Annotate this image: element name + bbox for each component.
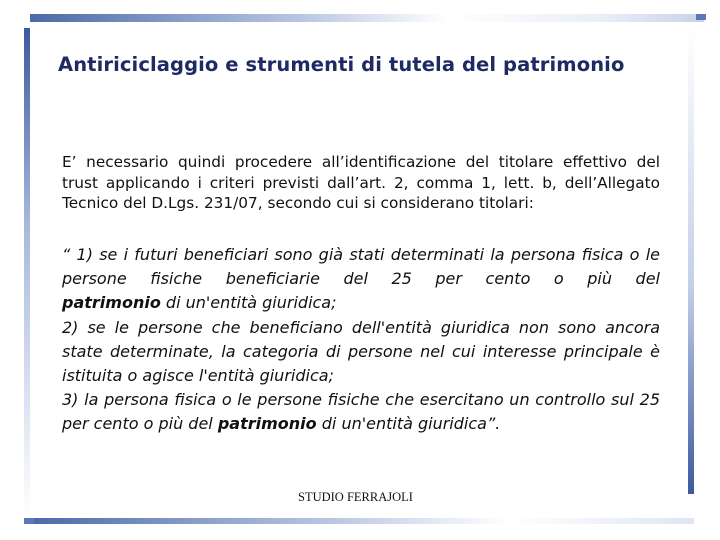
intro-text: E’ necessario quindi procedere all’identificazione del titolare effettivo del trust applicando i criteri previsti dall’art. 2, comma 1, lett. b, dell’Allegato Tecnico del D.Lgs. 231/07, secondo cui si considerano titolari: (62, 153, 660, 212)
frame-top-bar (30, 14, 704, 22)
quote-item-3-text: 3) la persona fisica o le persone fisiche che esercitano un controllo sul 25 per cento o più del (62, 390, 660, 434)
quote-item-1-text: “ 1) se i futuri beneficiari sono già stati determinati la persona fisica o le persone fisiche beneficiarie del 25 per cento o più del (62, 245, 660, 289)
frame-corner-bottom-left (24, 518, 34, 524)
frame-left-bar (24, 28, 30, 518)
quote-item-2: 2) se le persone che beneficiano dell'entità giuridica non sono ancora state determinate, la categoria di persone nel cui interesse principale è istituita o agisce l'entità giuridica; (62, 317, 660, 386)
frame-right-bar (688, 28, 694, 494)
slide-title: Antiriciclaggio e strumenti di tutela del patrimonio (58, 53, 625, 76)
legal-quote (62, 243, 660, 437)
frame-corner-top-right (696, 14, 706, 20)
quote-item-1-bold: patrimonio (62, 293, 161, 313)
quote-item-3 (62, 388, 660, 436)
intro-paragraph (62, 152, 660, 214)
quote-item-1-end (62, 291, 660, 315)
quote-item-3-bold: patrimonio (217, 414, 317, 434)
quote-item-3-after: di un'entità giuridica”. (321, 414, 501, 434)
frame-bottom-bar (30, 518, 694, 524)
quote-item-1-after: di un'entità giuridica; (165, 293, 337, 313)
quote-item-1 (62, 243, 660, 291)
footer-firm-name: STUDIO FERRAJOLI (298, 490, 413, 504)
